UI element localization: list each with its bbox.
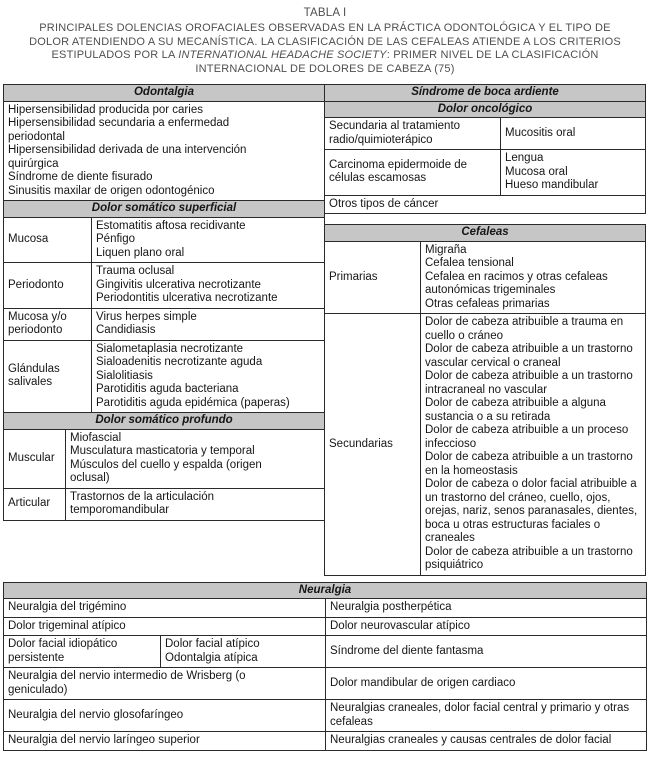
table-caption-text <box>24 22 626 76</box>
caption-segment: PRINCIPALES DOLENCIAS OROFACIALES OBSERVADAS EN LA PRÁCTICA ODONTOLÓGICA Y EL TIPO DE DOLOR ATENDIENDO A SU MECANÍSTICA. LA CLASIFICACIÓN DE LAS CEFALEAS ATIENDE A LOS CRITERIOS ESTIPULADOS POR LA <box>29 22 621 61</box>
table-row <box>4 488 325 520</box>
section-header: Dolor somático superficial <box>4 201 325 218</box>
left-column <box>3 84 325 521</box>
table-cell: Neuralgia del nervio glosofaríngeo <box>4 700 326 732</box>
list-item: Otras cefaleas primarias <box>425 297 550 310</box>
row-label: Muscular <box>4 429 66 488</box>
list-item: Dolor de cabeza atribuible a un proceso infeccioso <box>425 424 629 450</box>
neuralgia-section <box>3 582 647 751</box>
section-header: Dolor somático profundo <box>4 413 325 430</box>
caption-segment: : PRIMER NIVEL DE LA CLASIFICACIÓN INTERNACIONAL DE DOLORES DE CABEZA (75) <box>195 49 599 75</box>
section-header: Neuralgia <box>4 582 647 599</box>
list-item: Cefalea tensional <box>425 257 514 269</box>
row-label: Mucosa <box>4 217 92 263</box>
list-item: Dolor de cabeza atribuible a alguna sustancia o a su retirada <box>425 397 606 423</box>
row-label: Glándulas salivales <box>4 340 92 413</box>
list-item: Cefalea en racimos y otras cefaleas autonómicas trigeminales <box>425 270 608 296</box>
list-item: Miofascial <box>70 431 122 444</box>
row-label: Periodonto <box>4 263 92 309</box>
table-cell <box>4 668 326 700</box>
row-label: Secundarias <box>325 314 421 576</box>
table-row <box>4 599 647 618</box>
table-row <box>325 314 646 576</box>
list-item: Parotiditis aguda epidémica (paperas) <box>96 396 290 409</box>
list-item: Trauma oclusal <box>96 265 175 277</box>
row-label: Primarias <box>325 241 421 314</box>
table-row <box>4 340 325 413</box>
list-item: Migraña <box>425 243 467 256</box>
odontalgia-section <box>3 84 325 201</box>
list-item: Músculos del cuello y espalda (origen oclusal) <box>70 458 262 484</box>
list-item: Síndrome de diente fisurado <box>8 171 153 183</box>
table-cell: Dolor mandibular de origen cardiaco <box>326 668 647 700</box>
table-cell: Neuralgia del nervio laríngeo superior <box>4 732 326 751</box>
row-label: Secundaria al tratamiento radio/quimioterápico <box>325 118 501 150</box>
list-item: Sialolitiasis <box>96 369 153 382</box>
table-body <box>3 84 647 576</box>
table-row <box>4 308 325 340</box>
section-header: Odontalgia <box>4 85 325 102</box>
list-item: Hipersensibilidad producida por caries <box>8 103 203 116</box>
list-item: Dolor de cabeza atribuible a trauma en cuello o cráneo <box>425 316 624 342</box>
section-header: Síndrome de boca ardiente <box>325 85 646 102</box>
table-row <box>325 118 646 150</box>
item-list <box>501 118 646 150</box>
list-item: Virus herpes simple <box>96 310 197 323</box>
table-cell: Dolor facial idiopático persistente <box>4 636 161 668</box>
oncologic-pain-section <box>324 84 646 214</box>
table-caption <box>3 6 647 76</box>
item-list <box>92 217 325 263</box>
list-item: Dolor de cabeza atribuible a un trastorno intracraneal no vascular <box>425 370 633 396</box>
item-list <box>161 636 326 668</box>
list-item: Odontalgia atípica <box>165 651 258 664</box>
table-row <box>4 429 325 488</box>
list-item: Hipersensibilidad derivada de una intervención quirúrgica <box>8 144 247 170</box>
cell-text: Neuralgia del nervio intermedio de Wrisberg (o geniculado) <box>8 670 246 696</box>
list-item: Parotiditis aguda bacteriana <box>96 383 239 395</box>
list-item: Sialoadenitis necrotizante aguda <box>96 356 263 368</box>
table-cell: Neuralgia del trigémino <box>4 599 326 618</box>
list-item: Candidiasis <box>96 324 156 336</box>
table-row <box>325 241 646 314</box>
table-row <box>325 150 646 196</box>
list-item: Sialometaplasia necrotizante <box>96 342 244 355</box>
row-label: Articular <box>4 488 66 520</box>
list-item: Trastornos de la articulación temporomandibular <box>70 490 215 516</box>
item-list <box>66 429 325 488</box>
superficial-pain-section <box>3 200 325 413</box>
list-item: Lengua <box>505 152 544 164</box>
table-cell: Síndrome del diente fantasma <box>326 636 647 668</box>
table-row <box>325 195 646 214</box>
list-item: Hipersensibilidad secundaria a enfermedad periodontal <box>8 117 230 143</box>
item-list <box>4 101 325 201</box>
table-row <box>4 617 647 636</box>
list-item: Gingivitis ulcerativa necrotizante <box>96 278 261 291</box>
list-item: Mucositis oral <box>505 126 576 139</box>
right-column <box>324 84 646 576</box>
table-title: TABLA I <box>303 7 347 19</box>
list-item: Dolor de cabeza atribuible a un trastorno psiquiátrico <box>425 545 633 571</box>
list-item: Pénfigo <box>96 233 136 245</box>
item-list <box>501 150 646 196</box>
table-row <box>4 732 647 751</box>
item-list <box>66 488 325 520</box>
row-label: Carcinoma epidermoide de células escamosas <box>325 150 501 196</box>
list-item: Musculatura masticatoria y temporal <box>70 445 255 457</box>
list-item: Dolor de cabeza atribuible a un trastorno en la homeostasis <box>425 451 633 477</box>
item-list <box>421 314 646 576</box>
list-item: Sinusitis maxilar de origen odontogénico <box>8 184 215 197</box>
list-item: Dolor de cabeza atribuible a un trastorno vascular cervical o craneal <box>425 343 633 369</box>
headaches-section <box>324 224 646 576</box>
table-cell: Otros tipos de cáncer <box>325 195 646 214</box>
table-cell: Neuralgias craneales, dolor facial central y primario y otras cefaleas <box>326 700 647 732</box>
list-item: Liquen plano oral <box>96 246 185 259</box>
table-row <box>4 700 647 732</box>
list-item: Hueso mandibular <box>505 179 599 191</box>
item-list <box>92 263 325 309</box>
item-list <box>421 241 646 314</box>
item-list <box>92 308 325 340</box>
list-item: Estomatitis aftosa recidivante <box>96 219 246 232</box>
section-header: Cefaleas <box>325 225 646 242</box>
table-cell: Dolor neurovascular atípico <box>326 617 647 636</box>
row-label: Mucosa y/o periodonto <box>4 308 92 340</box>
list-item: Dolor facial atípico <box>165 638 260 650</box>
list-item: Periodontitis ulcerativa necrotizante <box>96 292 278 304</box>
table-row <box>4 263 325 309</box>
table-row <box>4 217 325 263</box>
table-cell: Neuralgias craneales y causas centrales de dolor facial <box>326 732 647 751</box>
caption-italic-segment: INTERNATIONAL HEADACHE SOCIETY <box>178 49 387 61</box>
item-list <box>92 340 325 413</box>
table-cell: Neuralgia postherpética <box>326 599 647 618</box>
table-row <box>4 636 647 668</box>
list-item: Dolor de cabeza o dolor facial atribuible a un trastorno del cráneo, cuello, ojos, orejas, nariz, senos paranasales, dientes, boca u otras estructuras faciales o craneales <box>425 478 638 544</box>
deep-pain-section <box>3 412 325 521</box>
table-cell: Dolor trigeminal atípico <box>4 617 326 636</box>
section-header: Dolor oncológico <box>325 101 646 118</box>
list-item: Mucosa oral <box>505 165 568 178</box>
table-row <box>4 668 647 700</box>
